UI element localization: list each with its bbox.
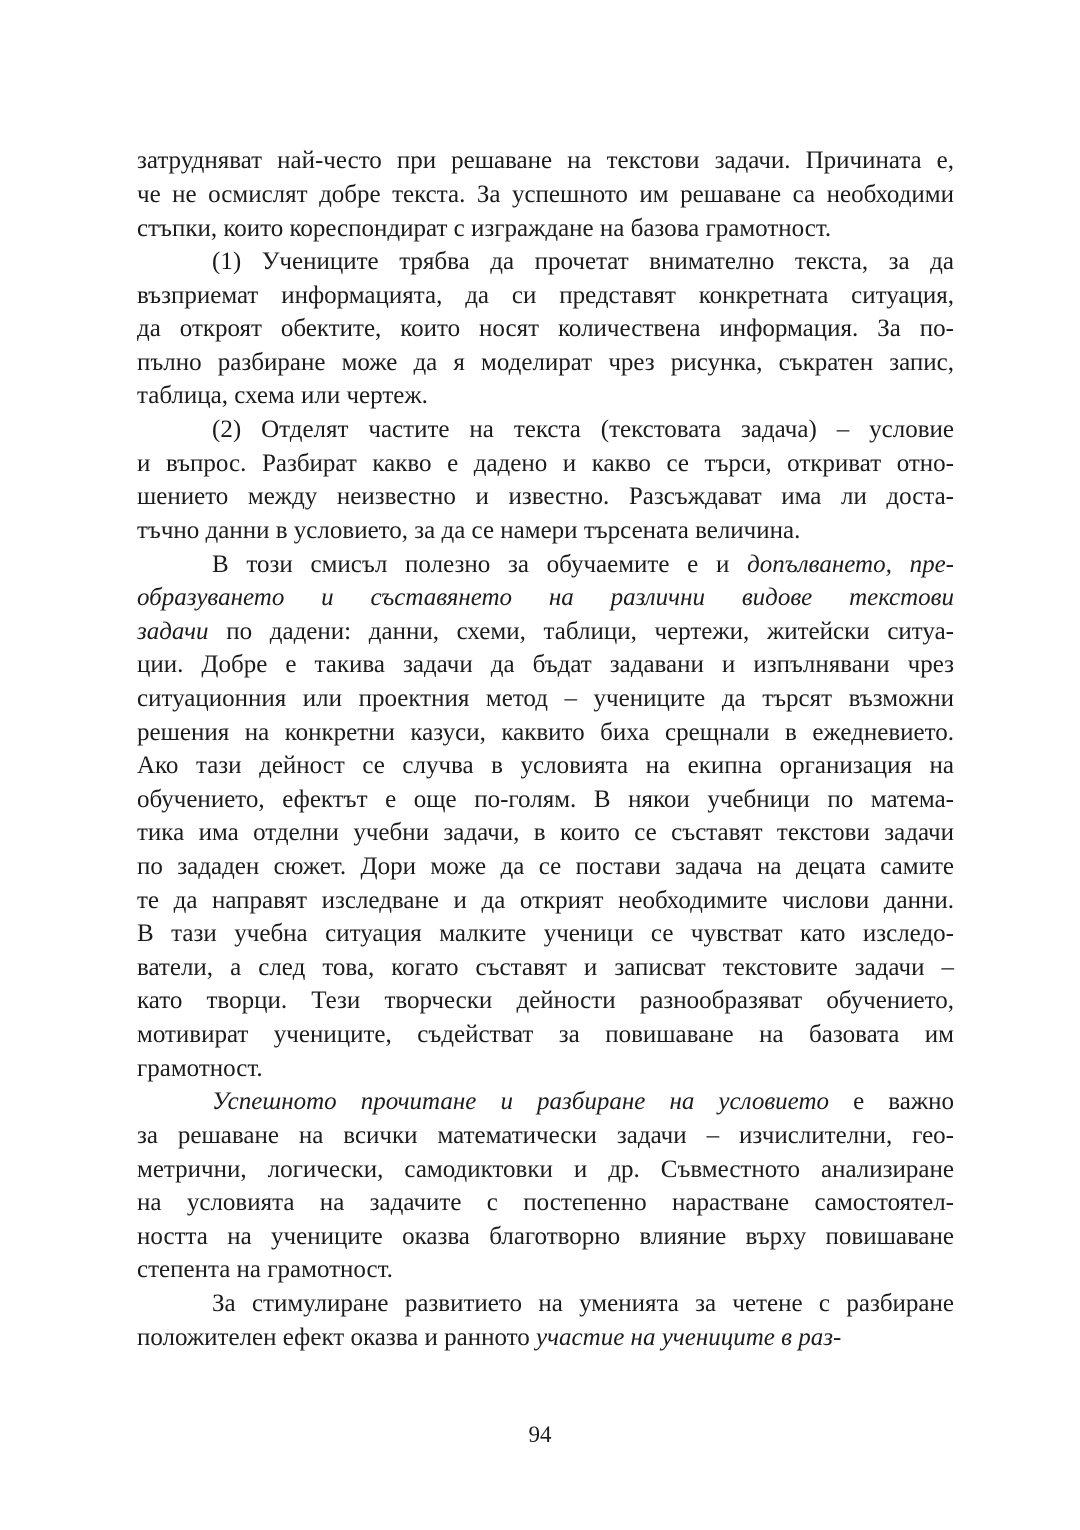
text-segment: шението между неизвестно и известно. Разсъждават има ли доста- <box>137 483 954 510</box>
text-line <box>137 379 954 412</box>
text-segment: Ако тази дейност се случва в условията на екипна организация на <box>137 752 954 779</box>
text-segment: мотивират учениците, съдействат за повишаване на базовата им <box>137 1021 954 1048</box>
text-line <box>212 245 954 278</box>
text-line <box>137 984 954 1017</box>
text-segment: затрудняват най-често при решаване на текстови задачи. Причината е, <box>137 147 954 174</box>
text-line <box>137 346 954 379</box>
text-segment: таблица, схема или чертеж. <box>137 382 428 409</box>
text-line <box>137 312 954 345</box>
text-line <box>137 1220 954 1253</box>
text-segment: В тази учебна ситуация малките ученици се чувстват като изследо- <box>137 920 954 947</box>
italic-text: задачи <box>137 618 209 645</box>
text-line <box>137 514 954 547</box>
text-line <box>137 279 954 312</box>
text-line <box>137 850 954 883</box>
text-segment: (1) Учениците трябва да прочетат внимателно текста, за да <box>212 248 954 275</box>
text-line <box>137 783 954 816</box>
text-segment: За стимулиране развитието на уменията за четене с разбиране <box>212 1290 954 1317</box>
text-line <box>212 1085 954 1118</box>
text-segment: по зададен сюжет. Дори може да се постави задача на децата самите <box>137 853 954 880</box>
text-segment: метрични, логически, самодиктовки и др. Съвместното анализиране <box>137 1156 954 1183</box>
text-line <box>137 1253 954 1286</box>
text-segment: е важно <box>829 1088 954 1115</box>
text-segment: пълно разбиране може да я моделират чрез рисунка, съкратен запис, <box>137 349 954 376</box>
text-line <box>137 1321 954 1354</box>
text-line <box>137 884 954 917</box>
page-number: 94 <box>528 1422 552 1447</box>
text-line <box>137 1186 954 1219</box>
text-line <box>137 178 954 211</box>
text-segment: на условията на задачите с постепенно нарастване самостоятел- <box>137 1189 954 1216</box>
text-segment: (2) Отделят частите на текста (текстовата задача) – условие <box>212 416 954 443</box>
text-segment: ции. Добре е такива задачи да бъдат задавани и изпълнявани чрез <box>137 651 954 678</box>
text-segment: ността на учениците оказва благотворно влияние върху повишаване <box>137 1223 954 1250</box>
text-segment: че не осмислят добре текста. За успешното им решаване са необходими <box>137 181 954 208</box>
text-segment: обучението, ефектът е още по-голям. В някои учебници по матема- <box>137 786 954 813</box>
text-line <box>137 682 954 715</box>
text-line <box>137 1153 954 1186</box>
italic-text: допълването, пре- <box>747 551 954 578</box>
text-segment: по дадени: данни, схеми, таблици, чертежи, житейски ситуа- <box>208 618 954 645</box>
text-line <box>137 1018 954 1051</box>
text-segment: те да направят изследване и да открият необходимите числови данни. <box>137 887 954 914</box>
text-line <box>137 951 954 984</box>
text-line <box>212 1287 954 1320</box>
text-segment: степента на грамотност. <box>137 1256 393 1283</box>
italic-text: Успешното прочитане и разбиране на условието <box>212 1088 830 1115</box>
text-line <box>212 548 954 581</box>
text-line <box>137 447 954 480</box>
text-segment: стъпки, които кореспондират с изграждане на базова грамотност. <box>137 215 832 242</box>
text-line <box>137 615 954 648</box>
text-segment: В този смисъл полезно за обучаемите е и <box>212 551 748 578</box>
text-line <box>137 144 954 177</box>
text-line <box>137 212 954 245</box>
italic-text: образуването и съставянето на различни видове текстови <box>137 584 954 611</box>
text-segment: да откроят обектите, които носят количествена информация. За по- <box>137 315 954 342</box>
text-segment: възприемат информацията, да си представят конкретната ситуация, <box>137 282 954 309</box>
text-segment: грамотност. <box>137 1055 263 1082</box>
text-segment: положителен ефект оказва и ранното <box>137 1324 537 1351</box>
text-line <box>137 749 954 782</box>
text-line <box>137 581 954 614</box>
text-line <box>137 1052 954 1085</box>
text-segment: ватели, а след това, когато съставят и записват текстовите задачи – <box>137 954 954 981</box>
text-line <box>137 480 954 513</box>
text-segment: тика има отделни учебни задачи, в които се съставят текстови задачи <box>137 819 954 846</box>
text-line <box>137 716 954 749</box>
text-segment: тъчно данни в условието, за да се намери търсената величина. <box>137 517 801 544</box>
text-line <box>137 648 954 681</box>
text-line <box>137 816 954 849</box>
italic-text: участие на учениците в раз- <box>536 1324 842 1351</box>
text-segment: ситуационния или проектния метод – учениците да търсят възможни <box>137 685 954 712</box>
text-segment: за решаване на всички математически задачи – изчислителни, гео- <box>137 1122 954 1149</box>
text-segment: като творци. Тези творчески дейности разнообразяват обучението, <box>137 987 954 1014</box>
text-segment: и въпрос. Разбират какво е дадено и какво се търси, откриват отно- <box>137 450 954 477</box>
text-segment: решения на конкретни казуси, каквито биха срещнали в ежедневието. <box>137 719 954 746</box>
text-line <box>212 413 954 446</box>
text-line <box>137 917 954 950</box>
text-line <box>137 1119 954 1152</box>
